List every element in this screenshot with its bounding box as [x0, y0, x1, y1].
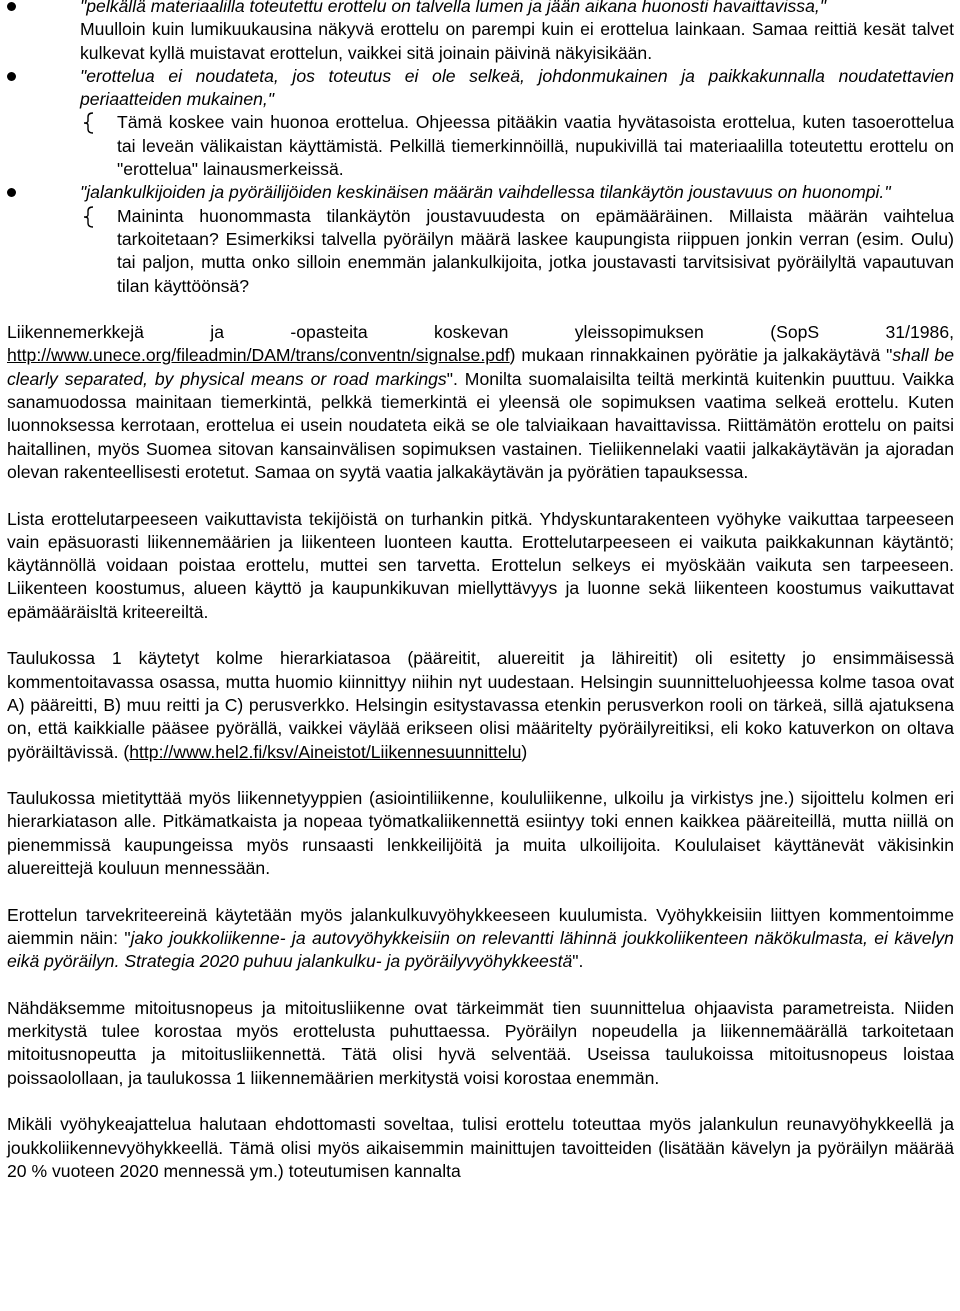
- bullet-response: Maininta huonommasta tilankäytön joustavuudesta on epämääräinen. Millaista määrän vaihtelua tarkoitetaan? Esimerkiksi talvella pyöräilyn määrä laskee kaupungista riippuen jonkin verran (esim. Oulu) tai paljon, mutta onko silloin enemmän jalankulkijoita, jotka joustavasti tarvitsisivat pyöräilyltä vapautuvan tilan käyttöönsä?: [0, 205, 960, 298]
- paragraph: Taulukossa mietityttää myös liikennetyyppien (asiointiliikenne, koululiikenne, ulkoilu ja virkistys jne.) sijoittelu kolmen eri hierarkiatason alle. Pitkämatkaista ja nopeaa työmatkaliikennettä esiintyy toki ennen kaikkea pääreiteillä, mutta niillä on pienemmissä kaupungeissa myös runsaasti lenkkeilijöitä ja muita ulkoilijoita. Koululaiset käyttänevät väkisinkin aluereittejä kouluun mennessään.: [7, 788, 954, 878]
- bullet-item: [0, 65, 960, 112]
- bullet-dot-icon: [7, 188, 16, 197]
- paragraph: Mikäli vyöhykeajattelua halutaan ehdottomasti soveltaa, tulisi erottelu toteuttaa myös jalankulun reunavyöhykkeellä ja joukkoliikennevyöhykkeellä. Tämä olisi myös aikaisemmin mainittujen tavoitteiden (lisätään kävelyn ja pyöräilyn määrää 20 % vuoteen 2020 mennessä ym.) toteutumisen kannalta: [7, 1114, 954, 1181]
- bullet-dot-icon: [7, 72, 16, 81]
- paragraph: Lista erottelutarpeeseen vaikuttavista tekijöistä on turhankin pitkä. Yhdyskuntarakenteen vyöhyke vaikuttaa tarpeeseen vain epäsuorasti liikennemäärien ja liikenteen luonteen kautta. Erottelutarpeeseen ei vaikuta paikkakunnan käytäntö; käytännöllä voidaan poistaa erottelu, muttei sen tarvetta. Erottelun selkeys ei myöskään vaikuta sen tarpeeseen. Liikenteen koostumus, alueen käyttö ja kaupunkikuvan miellyttävyys ja luonne sekä liikenteen koostumus vaikuttavat epämääräisltä kriteereiltä.: [7, 508, 954, 622]
- bullet-response: Tämä koskee vain huonoa erottelua. Ohjeessa pitääkin vaatia hyvätasoista erottelua, kuten tasoerottelua tai leveän välikaistan käyttämistä. Pelkillä tiemerkinnöillä, nupukivillä tai materiaalilla toteutettu erottelu on "erottelua" lainausmerkeissä.: [0, 111, 960, 181]
- bullet-quote: "erottelua ei noudateta, jos toteutus ei ole selkeä, johdonmukainen ja paikkakunnalla noudatettavien periaatteiden mukainen,": [80, 65, 954, 110]
- bullet-quote: "pelkällä materiaalilla toteutettu erottelu on talvella lumen ja jään aikana huonosti havaittavissa,": [80, 0, 827, 16]
- paragraph: Taulukossa 1 käytetyt kolme hierarkiatasoa (pääreitit, aluereitit ja lähireitit) oli esitetty jo ensimmäisessä kommentoitavassa osassa, mutta huomio kiinnittyy niihin nyt uudestaan. Helsingin suunnitteluohjeessa kolme tasoa ovat A) pääreitti, B) muu reitti ja C) perusverkko. Helsingin esitystavassa etenkin perusverkon rooli on tärkeä, sillä ajatuksena on, että kaikkialle pääsee pyörällä, vaikkei väylää erikseen olisi määritelty pyöräilyreitiksi, eli koko katuverkon on oltava pyöräiltävissä. (http://www.hel2.fi/ksv/Aineistot/Liikennesuunnittelu): [7, 648, 954, 762]
- bullet-item: [0, 181, 960, 204]
- bullet-continuation: Muulloin kuin lumikuukausina näkyvä erottelu on parempi kuin ei erottelua lainkaan. Samaa reittiä kesät talvet kulkevat kyllä muistavat erottelun, vaikkei sitä joinain päivinä näkyisikään.: [80, 19, 954, 63]
- bullet-quote: "jalankulkijoiden ja pyöräilijöiden keskinäisen määrän vaihdellessa tilankäytön joustavuus on huonompi.": [80, 182, 891, 203]
- brace-icon: [82, 112, 96, 134]
- paragraph: Erottelun tarvekriteereinä käytetään myös jalankulkuvyöhykkeeseen kuulumista. Vyöhykkeisiin liittyen kommentoimme aiemmin näin: "jako joukkoliikenne- ja autovyöhykkeisiin on relevantti lähinnä joukkoliikenteen näkökulmasta, ei kävelyn eikä pyöräilyn. Strategia 2020 puhuu jalankulku- ja pyöräilyvyöhykkeestä".: [7, 904, 954, 972]
- bullet-dot-icon: [7, 2, 16, 11]
- paragraph: Liikennemerkkejä ja -opasteita koskevan yleissopimuksen (SopS 31/1986, http://www.unece.org/fileadmin/DAM/trans/conventn/signalse.pdf) mukaan rinnakkainen pyörätie ja jalkakäytävä "shall be clearly separated, by physical means or road markings". Monilta suomalaisilta teiltä merkintä kuitenkin puuttuu. Vaikka sanamuodossa mainitaan tiemerkintä, pelkkä tiemerkintä ei yleensä ole sopimuksen vaatima selkeä erottelu. Kuten luonnoksessa kerrotaan, erottelua ei usein noudateta eikä se ole talviaikaan havaittavissa. Riittämätön erottelu on paitsi haitallinen, myös Suomea sitovan kansainvälisen sopimuksen vastainen. Tieliikennelaki vaatii jalkakäytävän ja ajoradan olevan rakenteellisesti erotetut. Samaa on syytä vaatia jalkakäytävän ja pyörätien tapauksessa.: [7, 322, 954, 482]
- brace-icon: [82, 206, 96, 228]
- bullet-item: [0, 0, 960, 18]
- paragraph: Nähdäksemme mitoitusnopeus ja mitoitusliikenne ovat tärkeimmät tien suunnittelua ohjaavista parametreista. Niiden merkitystä tulee korostaa myös erottelusta puhuttaessa. Pyöräilyn nopeudella ja liikennemäärällä tarkoitetaan mitoitusnopeutta ja mitoitusliikennettä. Tätä olisi hyvä selventää. Useissa taulukoissa mitoitusnopeus loistaa poissaolollaan, ja taulukossa 1 liikennemäärien merkitystä voisi korostaa enemmän.: [7, 997, 954, 1088]
- helsinki-link[interactable]: http://www.hel2.fi/ksv/Aineistot/Liikennesuunnittelu: [129, 741, 522, 762]
- convention-link[interactable]: http://www.unece.org/fileadmin/DAM/trans/conventn/signalse.pdf: [7, 345, 510, 366]
